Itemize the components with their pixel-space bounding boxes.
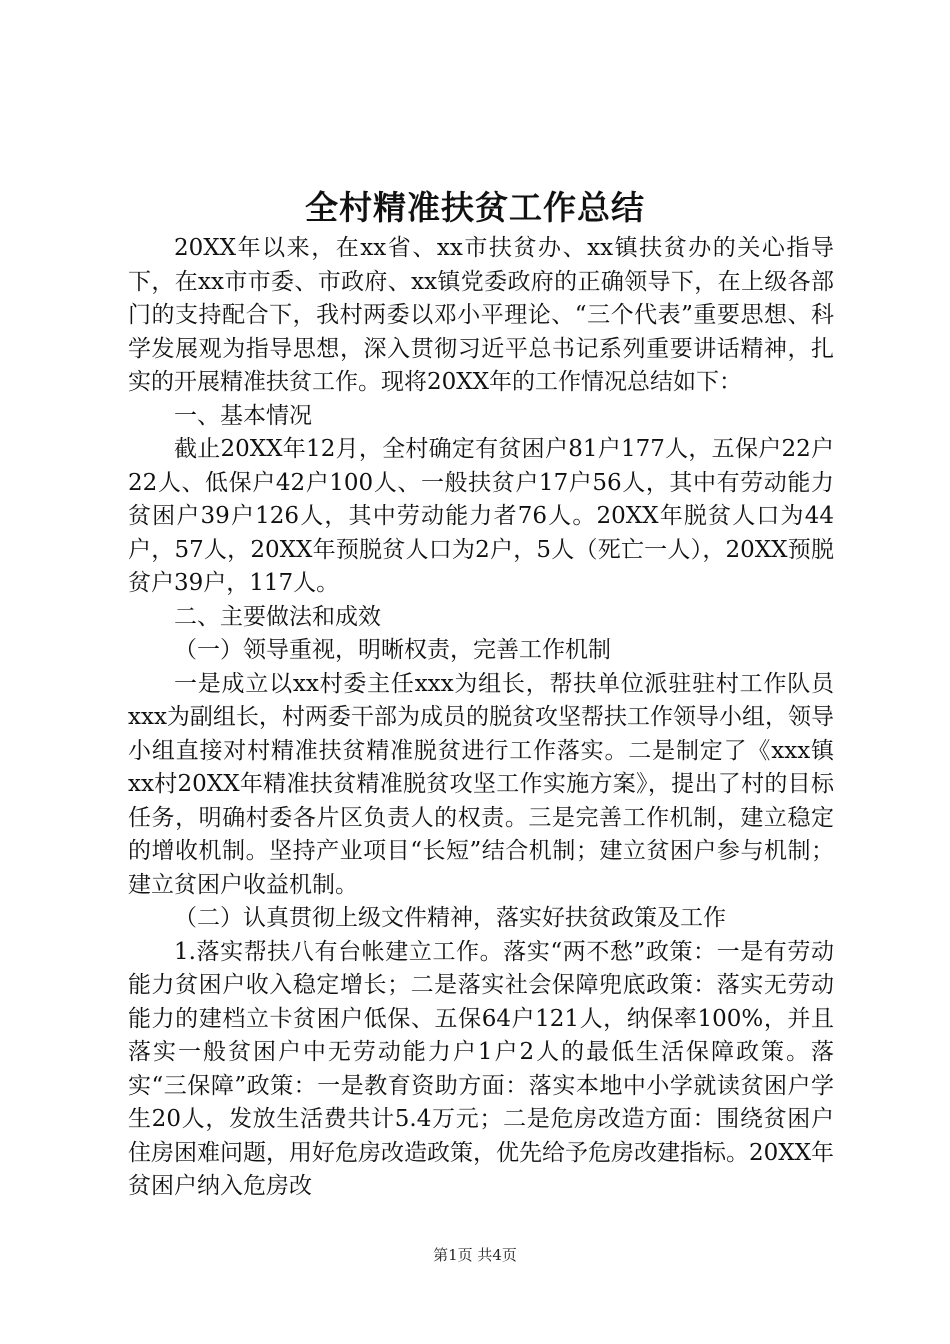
heading-main-practices: 二、主要做法和成效: [174, 603, 381, 630]
subheading-policy: （二）认真贯彻上级文件精神，落实好扶贫政策及工作: [174, 905, 726, 931]
subheading-leadership: （一）领导重视，明晰权责，完善工作机制: [174, 637, 611, 663]
paragraph-intro: 20XX年以来，在xx省、xx市扶贫办、xx镇扶贫办的关心指导下，在xx市市委、市政府、xx镇党委政府的正确领导下，在上级各部门的支持配合下，我村两委以邓小平理论、“三个代表”重要思想、科学发展观为指导思想，深入贯彻习近平总书记系列重要讲话精神，扎实的开展精准扶贫工作。现将20XX年的工作情况总结如下：: [128, 235, 834, 395]
document-body: [128, 232, 834, 1204]
paragraph-leadership: 一是成立以xx村委主任xxx为组长，帮扶单位派驻驻村工作队员xxx为副组长，村两委干部为成员的脱贫攻坚帮扶工作领导小组，领导小组直接对村精准扶贫精准脱贫进行工作落实。二是制定了《xxx镇xx村20XX年精准扶贫精准脱贫攻坚工作实施方案》，提出了村的目标任务，明确村委各片区负责人的权责。三是完善工作机制，建立稳定的增收机制。坚持产业项目“长短”结合机制；建立贫困户参与机制；建立贫困户收益机制。: [128, 670, 834, 898]
heading-basic-situation: 一、基本情况: [174, 402, 312, 429]
paragraph-basic-situation: 截止20XX年12月，全村确定有贫困户81户177人，五保户22户22人、低保户42户100人、一般扶贫户17户56人，其中有劳动能力贫困户39户126人，其中劳动能力者76人。20XX年脱贫人口为44户，57人，20XX年预脱贫人口为2户，5人（死亡一人），20XX预脱贫户39户，117人。: [128, 436, 834, 596]
paragraph-policy: 1.落实帮扶八有台帐建立工作。落实“两不愁”政策：一是有劳动能力贫困户收入稳定增长；二是落实社会保障兜底政策：落实无劳动能力的建档立卡贫困户低保、五保64户121人，纳保率100%，并且落实一般贫困户中无劳动能力户1户2人的最低生活保障政策。落实“三保障”政策：一是教育资助方面：落实本地中小学就读贫困户学生20人，发放生活费共计5.4万元；二是危房改造方面：围绕贫困户住房困难问题，用好危房改造政策，优先给予危房改建指标。20XX年贫困户纳入危房改: [128, 938, 835, 1199]
document-title: 全村精准扶贫工作总结: [305, 188, 645, 227]
page-number-footer: 第1页 共4页: [433, 1246, 517, 1264]
